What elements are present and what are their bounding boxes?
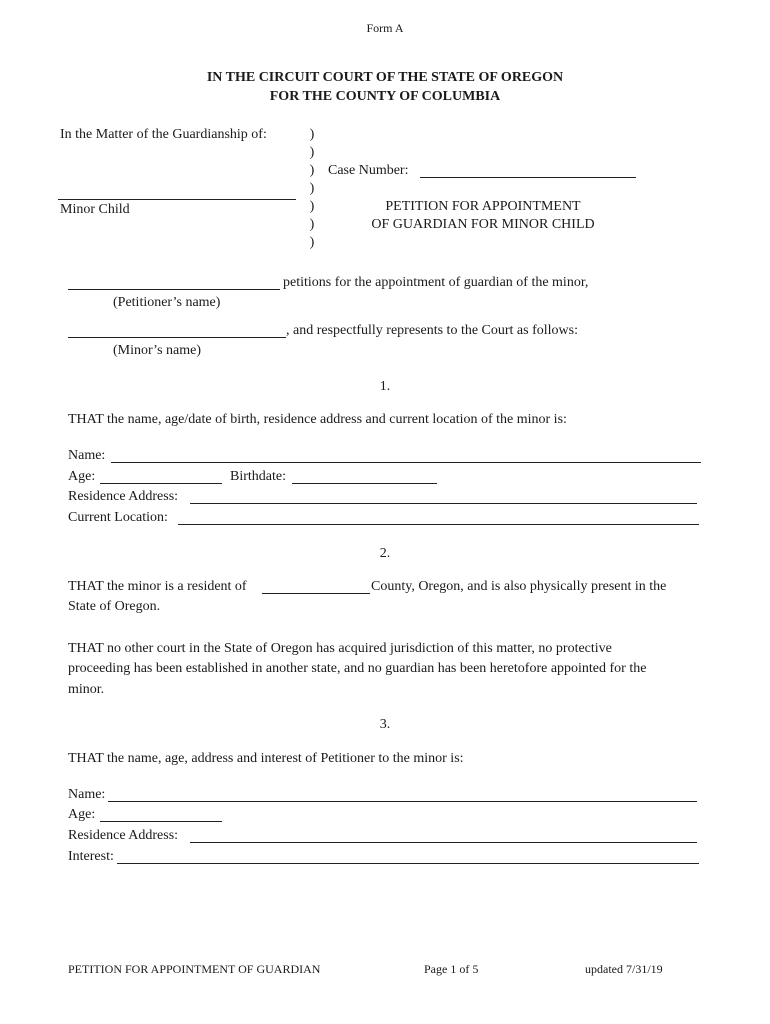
resident-text-line2: State of Oregon. — [68, 599, 161, 614]
footer-document-title: PETITION FOR APPOINTMENT OF GUARDIAN — [68, 962, 321, 976]
footer-page-number: Page 1 of 5 — [424, 962, 479, 976]
county-field[interactable] — [262, 593, 370, 594]
section-number: 1. — [379, 379, 391, 394]
caption-paren: ) — [309, 127, 315, 142]
caption-paren: ) — [309, 181, 315, 196]
minor-residence-label: Residence Address: — [68, 489, 179, 504]
section3-text: THAT the name, age, address and interest of Petitioner to the minor is: — [68, 751, 464, 766]
caption-paren: ) — [309, 235, 315, 250]
jurisdiction-text-line2: proceeding has been established in another state, and no guardian has been heretofore appointed for the — [68, 661, 647, 676]
petitioner-hint: (Petitioner’s name) — [113, 295, 221, 310]
court-heading-line2: FOR THE COUNTY OF COLUMBIA — [269, 89, 501, 104]
minor-birthdate-label: Birthdate: — [230, 469, 286, 484]
section1-text: THAT the name, age/date of birth, residence address and current location of the minor is: — [68, 412, 567, 427]
case-number-label: Case Number: — [328, 163, 409, 178]
minor-child-label: Minor Child — [60, 202, 130, 217]
petitions-text: petitions for the appointment of guardian of the minor, — [283, 275, 589, 290]
petitioner-residence-field[interactable] — [190, 842, 697, 843]
matter-label: In the Matter of the Guardianship of: — [60, 127, 267, 142]
petitioner-interest-field[interactable] — [117, 863, 699, 864]
caption-paren: ) — [309, 217, 315, 232]
petitioner-name-field[interactable] — [108, 801, 697, 802]
minor-hint: (Minor’s name) — [113, 343, 201, 358]
minor-residence-field[interactable] — [190, 503, 697, 504]
petitioner-name-line[interactable] — [68, 289, 280, 290]
resident-text-post: County, Oregon, and is also physically present in the — [371, 579, 667, 594]
minor-age-field[interactable] — [100, 483, 222, 484]
caption-paren: ) — [309, 145, 315, 160]
caption-paren: ) — [309, 163, 315, 178]
jurisdiction-text-line3: minor. — [68, 682, 105, 697]
represents-text: , and respectfully represents to the Court as follows: — [286, 323, 578, 338]
minor-name-field[interactable] — [111, 462, 701, 463]
jurisdiction-text-line1: THAT no other court in the State of Oregon has acquired jurisdiction of this matter, no protective — [68, 641, 612, 656]
minor-birthdate-field[interactable] — [292, 483, 437, 484]
minor-location-label: Current Location: — [68, 510, 168, 525]
petition-title-line1: PETITION FOR APPOINTMENT — [385, 199, 581, 214]
case-number-line[interactable] — [420, 177, 636, 178]
footer-updated-date: updated 7/31/19 — [585, 962, 663, 976]
caption-paren: ) — [309, 199, 315, 214]
minor-name-line[interactable] — [68, 337, 286, 338]
petitioner-residence-label: Residence Address: — [68, 828, 179, 843]
minor-age-label: Age: — [68, 469, 96, 484]
resident-text-pre: THAT the minor is a resident of — [68, 579, 247, 594]
section-number: 3. — [379, 717, 391, 732]
petitioner-age-field[interactable] — [100, 821, 222, 822]
minor-name-line[interactable] — [58, 199, 296, 200]
court-heading-line1: IN THE CIRCUIT COURT OF THE STATE OF OREGON — [206, 70, 564, 85]
minor-location-field[interactable] — [178, 524, 699, 525]
petition-title-line2: OF GUARDIAN FOR MINOR CHILD — [371, 217, 595, 232]
form-label: Form A — [366, 21, 404, 35]
petitioner-interest-label: Interest: — [68, 849, 114, 864]
section-number: 2. — [379, 546, 391, 561]
petitioner-age-label: Age: — [68, 807, 96, 822]
minor-name-label: Name: — [68, 448, 106, 463]
petitioner-name-label: Name: — [68, 787, 106, 802]
